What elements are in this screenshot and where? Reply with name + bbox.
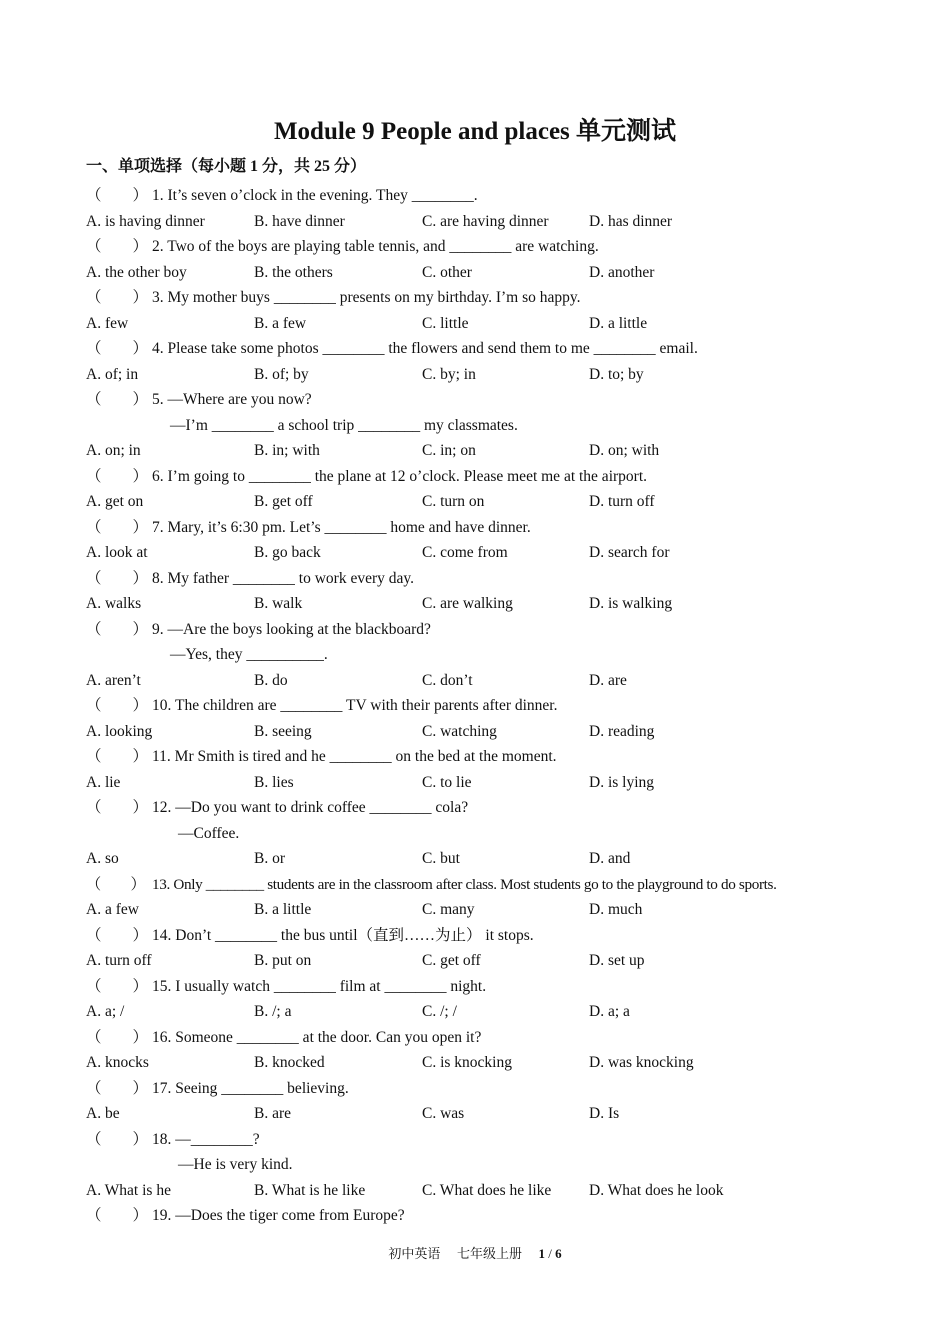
option-d: D. much bbox=[589, 901, 643, 918]
question-stem bbox=[86, 872, 886, 898]
option-a: A. walks bbox=[86, 595, 142, 612]
answer-blank: （ ） bbox=[86, 697, 149, 714]
question-item bbox=[86, 872, 886, 923]
question-item bbox=[86, 744, 886, 795]
option-b: B. /; a bbox=[254, 1003, 292, 1020]
option-a: A. knocks bbox=[86, 1054, 149, 1071]
answer-blank: （ ） bbox=[86, 289, 149, 306]
question-stem bbox=[86, 234, 886, 260]
question-item bbox=[86, 795, 886, 872]
options-row bbox=[86, 1101, 886, 1127]
option-c: C. are walking bbox=[422, 595, 513, 612]
option-b: B. knocked bbox=[254, 1054, 325, 1071]
question-item bbox=[86, 974, 886, 1025]
option-a: A. looking bbox=[86, 722, 153, 740]
option-d: D. was knocking bbox=[589, 1054, 694, 1071]
answer-blank: （ ） bbox=[86, 187, 149, 204]
question-stem bbox=[86, 1025, 886, 1051]
answer-blank: （ ） bbox=[86, 799, 149, 816]
option-a: A. a; / bbox=[86, 1003, 125, 1020]
option-c: C. turn on bbox=[422, 493, 485, 510]
option-b: B. are bbox=[254, 1105, 292, 1122]
question-item bbox=[86, 617, 886, 694]
option-c: C. What does he like bbox=[422, 1181, 552, 1199]
option-b: B. walk bbox=[254, 595, 303, 612]
question-item bbox=[86, 234, 886, 285]
option-d: D. on; with bbox=[589, 442, 660, 459]
answer-blank: （ ） bbox=[86, 748, 149, 765]
option-c: C. don’t bbox=[422, 671, 473, 689]
question-item bbox=[86, 566, 886, 617]
options-row bbox=[86, 668, 886, 694]
answer-blank: （ ） bbox=[86, 620, 149, 638]
option-c: C. are having dinner bbox=[422, 212, 549, 230]
answer-blank: （ ） bbox=[86, 926, 149, 944]
question-text: 7. Mary, it’s 6:30 pm. Let’s ________ home and have dinner. bbox=[152, 518, 531, 536]
question-stem bbox=[86, 336, 886, 362]
option-b: B. go back bbox=[254, 544, 321, 561]
option-d: D. search for bbox=[589, 544, 670, 561]
option-b: B. the others bbox=[254, 263, 333, 281]
answer-blank: （ ） bbox=[86, 238, 149, 255]
question-item bbox=[86, 515, 886, 566]
options-row bbox=[86, 260, 886, 286]
option-a: A. a few bbox=[86, 901, 139, 918]
question-text: 5. —Where are you now? bbox=[152, 391, 312, 408]
option-d: D. are bbox=[589, 671, 627, 689]
option-d: D. turn off bbox=[589, 493, 655, 510]
question-stem bbox=[86, 617, 886, 643]
option-c: C. by; in bbox=[422, 365, 476, 383]
question-stem bbox=[86, 1076, 886, 1102]
option-c: C. /; / bbox=[422, 1003, 457, 1020]
question-text: 8. My father ________ to work every day. bbox=[152, 569, 415, 587]
question-text: 6. I’m going to ________ the plane at 12 o’clock. Please meet me at the airport. bbox=[152, 467, 648, 485]
options-row bbox=[86, 719, 886, 745]
option-c: C. other bbox=[422, 263, 472, 281]
question-text: 3. My mother buys ________ presents on my birthday. I’m so happy. bbox=[152, 289, 581, 306]
option-c: C. in; on bbox=[422, 442, 476, 459]
answer-blank: （ ） bbox=[86, 518, 149, 536]
question-text: 17. Seeing ________ believing. bbox=[152, 1079, 349, 1097]
page-footer bbox=[0, 1244, 950, 1264]
options-row bbox=[86, 540, 886, 566]
footer-grade: 七年级上册 bbox=[456, 1246, 522, 1261]
answer-blank: （ ） bbox=[86, 1028, 149, 1046]
question-text: 15. I usually watch ________ film at ________ night. bbox=[152, 977, 487, 995]
options-row bbox=[86, 897, 886, 923]
answer-blank: （ ） bbox=[86, 977, 149, 995]
question-stem bbox=[86, 795, 886, 821]
footer-total-pages: 6 bbox=[555, 1246, 562, 1261]
option-b: B. or bbox=[254, 850, 285, 867]
option-b: B. of; by bbox=[254, 365, 309, 383]
question-text: 10. The children are ________ TV with their parents after dinner. bbox=[152, 697, 558, 714]
option-a: A. aren’t bbox=[86, 671, 141, 689]
question-item bbox=[86, 1127, 886, 1204]
footer-course: 初中英语 bbox=[388, 1246, 441, 1261]
option-b: B. What is he like bbox=[254, 1181, 366, 1199]
question-stem bbox=[86, 464, 886, 490]
question-dialogue-line: —He is very kind. bbox=[178, 1156, 293, 1173]
question-stem bbox=[86, 1203, 886, 1229]
option-a: A. on; in bbox=[86, 442, 141, 459]
option-d: D. a; a bbox=[589, 1003, 630, 1020]
options-row bbox=[86, 311, 886, 337]
options-row bbox=[86, 1178, 886, 1204]
options-row bbox=[86, 209, 886, 235]
option-c: C. little bbox=[422, 314, 469, 332]
question-text: 2. Two of the boys are playing table tennis, and ________ are watching. bbox=[152, 238, 599, 255]
question-item bbox=[86, 923, 886, 974]
options-row bbox=[86, 489, 886, 515]
options-row bbox=[86, 362, 886, 388]
question-stem bbox=[86, 923, 886, 949]
options-row bbox=[86, 948, 886, 974]
option-a: A. look at bbox=[86, 544, 148, 561]
option-c: C. watching bbox=[422, 722, 497, 740]
option-d: D. is walking bbox=[589, 595, 673, 612]
question-stem bbox=[86, 974, 886, 1000]
option-a: A. be bbox=[86, 1105, 120, 1122]
option-d: D. is lying bbox=[589, 773, 655, 791]
option-d: D. has dinner bbox=[589, 212, 673, 230]
option-c: C. to lie bbox=[422, 773, 472, 791]
answer-blank: （ ） bbox=[86, 467, 149, 485]
answer-blank: （ ） bbox=[86, 391, 149, 408]
question-item bbox=[86, 1203, 886, 1229]
options-row bbox=[86, 846, 886, 872]
question-stem bbox=[86, 744, 886, 770]
option-b: B. get off bbox=[254, 493, 313, 510]
answer-blank: （ ） bbox=[86, 340, 149, 357]
option-d: D. set up bbox=[589, 952, 645, 969]
question-dialogue-line: —I’m ________ a school trip ________ my classmates. bbox=[170, 416, 518, 434]
option-b: B. seeing bbox=[254, 722, 312, 740]
question-text: 18. —________? bbox=[152, 1130, 260, 1148]
question-dialogue-line: —Coffee. bbox=[178, 824, 240, 842]
option-d: D. a little bbox=[589, 314, 648, 332]
answer-blank: （ ） bbox=[86, 1207, 149, 1224]
option-a: A. so bbox=[86, 850, 119, 867]
question-text: 14. Don’t ________ the bus until（直到……为止） it stops. bbox=[152, 926, 534, 944]
question-item bbox=[86, 1076, 886, 1127]
question-item bbox=[86, 1025, 886, 1076]
option-a: A. the other boy bbox=[86, 263, 187, 281]
question-item bbox=[86, 464, 886, 515]
answer-blank: （ ） bbox=[86, 875, 146, 893]
option-c: C. is knocking bbox=[422, 1054, 512, 1071]
options-row bbox=[86, 1050, 886, 1076]
question-item bbox=[86, 336, 886, 387]
option-d: D. and bbox=[589, 850, 631, 867]
question-item bbox=[86, 693, 886, 744]
option-a: A. lie bbox=[86, 773, 121, 791]
question-list bbox=[86, 183, 886, 1229]
question-text: 13. Only ________ students are in the classroom after class. Most students go to the playground to do sports. bbox=[152, 875, 777, 893]
question-item bbox=[86, 285, 886, 336]
option-a: A. is having dinner bbox=[86, 212, 205, 230]
option-d: D. What does he look bbox=[589, 1181, 724, 1199]
options-row bbox=[86, 770, 886, 796]
option-b: B. a little bbox=[254, 901, 312, 918]
question-stem bbox=[86, 387, 886, 413]
footer-page-divider: / bbox=[548, 1246, 552, 1261]
question-text: 11. Mr Smith is tired and he ________ on the bed at the moment. bbox=[152, 748, 557, 765]
option-a: A. few bbox=[86, 314, 129, 332]
question-stem bbox=[86, 285, 886, 311]
option-b: B. in; with bbox=[254, 442, 320, 459]
option-d: D. another bbox=[589, 263, 655, 281]
question-stem bbox=[86, 183, 886, 209]
question-text: 19. —Does the tiger come from Europe? bbox=[152, 1207, 405, 1224]
option-b: B. have dinner bbox=[254, 212, 345, 230]
question-item bbox=[86, 183, 886, 234]
option-c: C. get off bbox=[422, 952, 481, 969]
option-b: B. lies bbox=[254, 773, 294, 791]
option-a: A. of; in bbox=[86, 365, 139, 383]
question-text: 12. —Do you want to drink coffee ________ cola? bbox=[152, 799, 469, 816]
option-a: A. What is he bbox=[86, 1181, 171, 1199]
option-b: B. do bbox=[254, 671, 288, 689]
question-text: 16. Someone ________ at the door. Can you open it? bbox=[152, 1028, 482, 1046]
question-text: 9. —Are the boys looking at the blackboard? bbox=[152, 620, 431, 638]
option-b: B. put on bbox=[254, 952, 312, 969]
question-text: 1. It’s seven o’clock in the evening. They ________. bbox=[152, 187, 478, 204]
option-c: C. but bbox=[422, 850, 460, 867]
option-c: C. was bbox=[422, 1105, 465, 1122]
answer-blank: （ ） bbox=[86, 1130, 149, 1148]
option-c: C. many bbox=[422, 901, 475, 918]
question-stem bbox=[86, 693, 886, 719]
question-dialogue-line: —Yes, they __________. bbox=[170, 646, 328, 663]
page-title: Module 9 People and places 单元测试 bbox=[273, 118, 677, 145]
footer-page-number: 1 bbox=[538, 1246, 545, 1261]
option-a: A. turn off bbox=[86, 952, 152, 969]
option-c: C. come from bbox=[422, 544, 508, 561]
section-heading: 一、单项选择（每小题 1 分，共 25 分） bbox=[86, 158, 367, 175]
question-stem bbox=[86, 566, 886, 592]
question-stem bbox=[86, 1127, 886, 1153]
option-d: D. reading bbox=[589, 722, 655, 740]
option-d: D. Is bbox=[589, 1105, 620, 1122]
option-d: D. to; by bbox=[589, 365, 644, 383]
answer-blank: （ ） bbox=[86, 569, 149, 587]
answer-blank: （ ） bbox=[86, 1079, 149, 1097]
options-row bbox=[86, 999, 886, 1025]
question-item bbox=[86, 387, 886, 464]
options-row bbox=[86, 438, 886, 464]
option-b: B. a few bbox=[254, 314, 307, 332]
question-text: 4. Please take some photos ________ the flowers and send them to me ________ email. bbox=[152, 340, 698, 357]
question-stem bbox=[86, 515, 886, 541]
option-a: A. get on bbox=[86, 493, 144, 510]
options-row bbox=[86, 591, 886, 617]
